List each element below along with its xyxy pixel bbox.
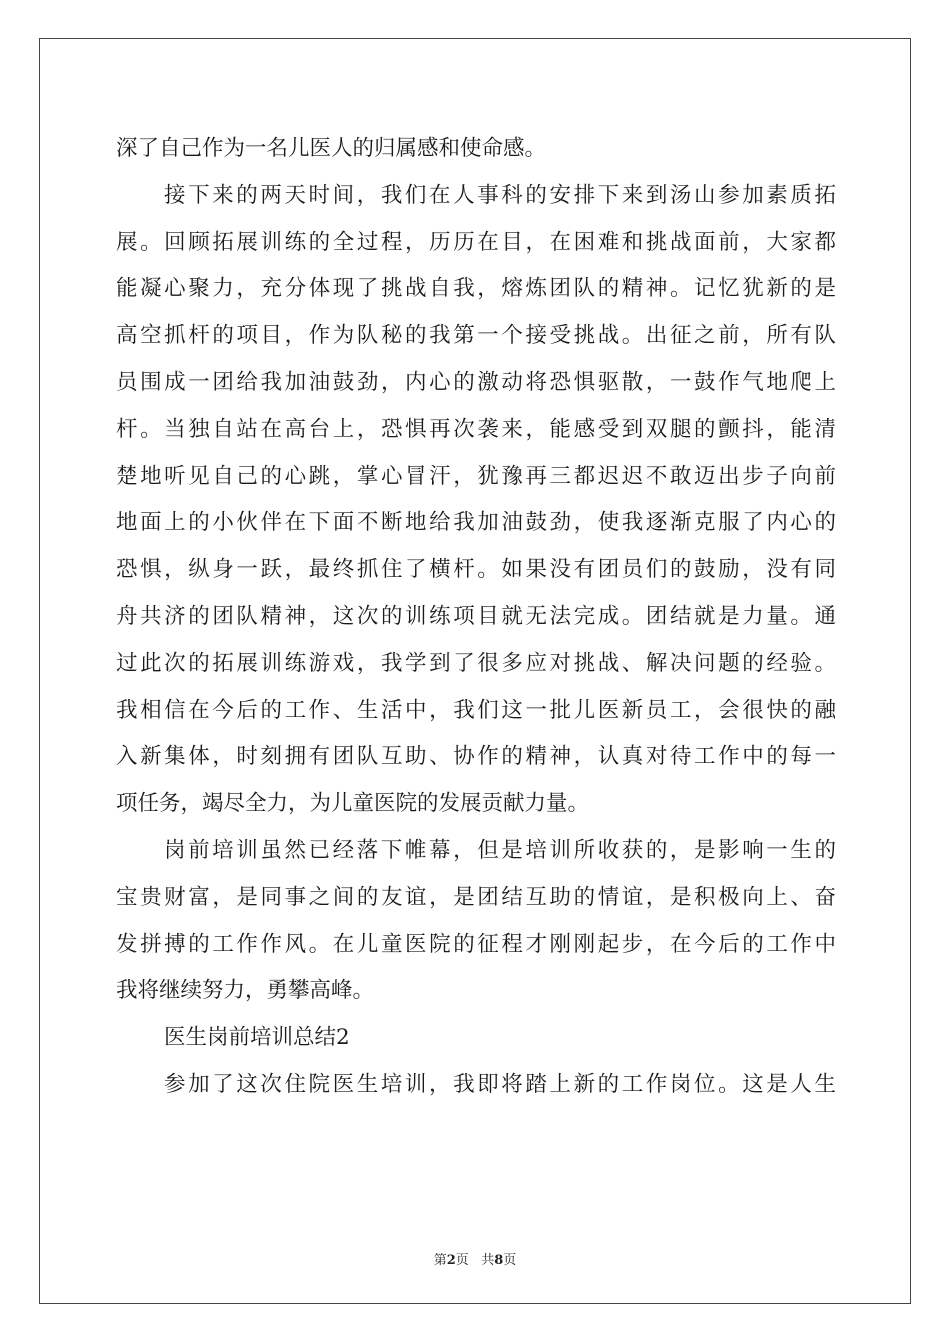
- total-suffix: 页: [503, 1253, 517, 1268]
- page-number: 2: [446, 1253, 456, 1268]
- text-line: 恐惧，纵身一跃，最终抓住了横杆。如果没有团员们的鼓励，没有同: [116, 557, 836, 583]
- page-prefix: 第: [433, 1253, 447, 1268]
- text-line: 医生岗前培训总结2: [164, 1025, 350, 1051]
- text-line: 楚地听见自己的心跳，掌心冒汗，犹豫再三都迟迟不敢迈出步子向前: [116, 463, 836, 489]
- text-line: 岗前培训虽然已经落下帷幕，但是培训所收获的，是影响一生的: [164, 837, 836, 863]
- total-prefix: 共: [481, 1253, 495, 1268]
- text-line: 入新集体，时刻拥有团队互助、协作的精神，认真对待工作中的每一: [116, 744, 836, 770]
- text-line: 高空抓杆的项目，作为队秘的我第一个接受挑战。出征之前，所有队: [116, 323, 836, 349]
- total-pages: 8: [494, 1253, 504, 1268]
- text-line: 我相信在今后的工作、生活中，我们这一批儿医新员工，会很快的融: [116, 697, 836, 723]
- text-line: 发拼搏的工作作风。在儿童医院的征程才刚刚起步，在今后的工作中: [116, 931, 836, 957]
- text-line: 舟共济的团队精神，这次的训练项目就无法完成。团结就是力量。通: [116, 603, 836, 629]
- text-line: 我将继续努力，勇攀高峰。: [116, 978, 375, 1004]
- text-line: 展。回顾拓展训练的全过程，历历在目，在困难和挑战面前，大家都: [116, 229, 836, 255]
- document-body: [116, 126, 836, 1109]
- text-line: 员围成一团给我加油鼓劲，内心的激动将恐惧驱散，一鼓作气地爬上: [116, 369, 836, 395]
- text-line: 能凝心聚力，充分体现了挑战自我，熔炼团队的精神。记忆犹新的是: [116, 276, 836, 302]
- text-line: 项任务，竭尽全力，为儿童医院的发展贡献力量。: [116, 791, 590, 817]
- text-line: 宝贵财富，是同事之间的友谊，是团结互助的情谊，是积极向上、奋: [116, 884, 836, 910]
- text-line: 接下来的两天时间，我们在人事科的安排下来到汤山参加素质拓: [164, 182, 836, 208]
- page-footer: [0, 1249, 950, 1268]
- text-line: 过此次的拓展训练游戏，我学到了很多应对挑战、解决问题的经验。: [116, 650, 836, 676]
- page-suffix: 页: [455, 1253, 469, 1268]
- text-line: 杆。当独自站在高台上，恐惧再次袭来，能感受到双腿的颤抖，能清: [116, 416, 836, 442]
- text-line: 地面上的小伙伴在下面不断地给我加油鼓劲，使我逐渐克服了内心的: [116, 510, 836, 536]
- text-line: 参加了这次住院医生培训，我即将踏上新的工作岗位。这是人生: [164, 1071, 836, 1097]
- text-line: 深了自己作为一名儿医人的归属感和使命感。: [116, 136, 547, 161]
